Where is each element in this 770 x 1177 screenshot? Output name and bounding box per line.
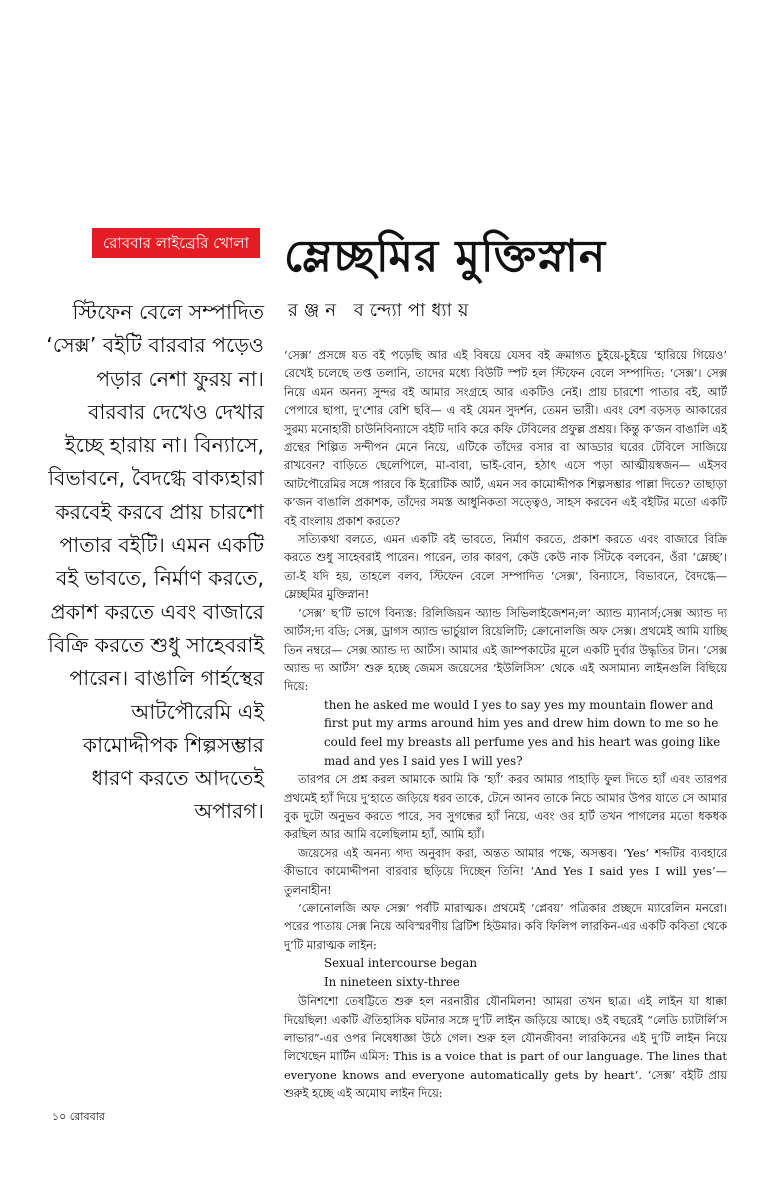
poem-line: Sexual intercourse began (324, 956, 478, 971)
body-paragraph: উনিশশো তেষট্টিতে শুরু হল নরনারীর যৌনমিলন! আমরা তখন ছাত্র। এই লাইন যা ধাক্কা দিয়েছিল! একটি ঐতিহাসিক ঘটনার সঙ্গে দু’টি লাইন জড়িয়ে আছে। ওই বছরেই “লেডি চ্যাটার্লি’স লাভার”-এর ওপর নিষেধাজ্ঞা উঠে গেল। শুরু হল যৌনজীবন! লারকিনের এই দু’টি লাইন নিয়ে লিখেছেন মার্টিন এমিস: This is a voice that is part of our language. The lines that everyone knows and everyone automatically gets by heart’. ‘সেক্স’ বইটি প্রায় শুরুই হচ্ছে এই অমোঘ লাইন দিয়ে: (284, 994, 727, 1101)
article-body (284, 346, 727, 1103)
section-badge: রোববার লাইব্রেরি খোলা (92, 228, 260, 258)
joyce-quote: then he asked me would I yes to say yes my mountain flower and first put my arms around him yes and drew him down to me so he could feel my breasts all perfume yes and his heart was going like mad and yes I said yes I will yes? (324, 697, 721, 768)
body-paragraph: ‘সেক্স’ প্রসঙ্গে যত বই পড়েছি আর এই বিষয়ে যেসব বই ক্রমাগত চুইয়ে-চুইয়ে ‘হারিয়ে গিয়েও’ রেখেই চলেছে তপ্ত তলানি, তাদের মধ্যে বিউটি স্পট হল স্টিফেন বেলে সম্পাদিত: ‘সেক্স’। সেক্স নিয়ে এমন অনন্য সুন্দর বই আমার সংগ্রহে আর একটিও নেই। প্রায় চারশো পাতার বই, আর্ট পেপারে ছাপা, দু’শোর বেশি ছবি— এ বই যেমন সুদর্শন, তেমন ভারী। এবং বেশ বড়সড় আকারের সুরম্য মনোহারী চাউনিবিন্যাসে বইটি দাবি করে কফি টেবিলের প্রফুল্ল প্রশ্রয়। কিন্তু ক’জন বাঙালি এই গ্রন্থের শিল্পিত সন্দীপন মেনে নিয়ে, এটিকে তাঁদের বসার বা আড্ডার ঘরের টেবিলে সাজিয়ে রাখবেন? বাড়িতে ছেলেপিলে, মা-বাবা, ভাই-বোন, হঠাৎ এসে পড়া আত্মীয়স্বজন— এইসব আটপৌরেমির সঙ্গে পারবে কি ইরোটিক আর্ট, এমন সব কামোদ্দীপক শিল্পসম্ভার পাল্লা দিতে? তাছাড়া ক’জন বাঙালি প্রকাশক, তাঁদের সমস্ত আধুনিকতা সত্ত্বেও, সাহস করবেন এই বইটির মতো একটি বই বাংলায় প্রকাশ করতে? (284, 348, 727, 528)
body-paragraph: সত্যিকথা বলতে, এমন একটি বই ভাবতে, নির্মাণ করতে, প্রকাশ করতে এবং বাজারে বিক্রি করতে শুধু সাহেবরাই পারেন। পারেন, তার কারণ, কেউ কেউ নাক সিঁটকে বলবেন, ওঁরা ‘ম্লেচ্ছ’। তা-ই যদি হয়, তাহলে বলব, স্টিফেন বেলে সম্পাদিত ‘সেক্স’, বিন্যাসে, বিভাবনে, বৈদগ্ধে— ম্লেচ্ছমির মুক্তিস্নান! (284, 532, 727, 602)
body-paragraph: ‘সেক্স’ ছ’টি ভাগে বিন্যস্ত: রিলিজিয়ন অ্যান্ড সিভিলাইজেশন;ল’ অ্যান্ড ম্যানার্স;সেক্স অ্যান্ড দ্য আর্টস;দ্য বডি; সেক্স, ড্রাগস অ্যান্ড ভার্চুয়াল রিয়েলিটি; ক্রোনোলজি অফ সেক্স। প্রথমেই আমি যাচ্ছি তিন নম্বরে— সেক্স অ্যান্ড দ্য আর্টস। আমার এই জাম্পকাটের মূলে একটি দুর্বার উদ্ধৃতির টান। ‘সেক্স অ্যান্ড দ্য আর্টস’ শুরু হচ্ছে জেমস জয়েসের ‘ইউলিসিস’ থেকে এই অসামান্য লাইনগুলি বিছিয়ে দিয়ে: (284, 605, 727, 694)
body-paragraph: জয়েসের এই অনন্য গদ্য অনুবাদ করা, অন্তত আমার পক্ষে, অসম্ভব। ‘Yes’ শব্দটির ব্যবহারে কীভাবে কামোদ্দীপনা বারবার ছড়িয়ে দিচ্ছেন তিনি! ‘And Yes I said yes I will yes’— তুলনাহীন! (284, 845, 727, 897)
pull-quote (44, 296, 264, 829)
article-title: ম্লেচ্ছমির মুক্তিস্নান (284, 231, 607, 282)
body-paragraph: তারপর সে প্রশ্ন করল আমাকে আমি কি ‘হ্যাঁ’ করব আমার পাহাড়ি ফুল দিতে হ্যাঁ এবং তারপর প্রথমেই হ্যাঁ দিয়ে দু’হাতে জড়িয়ে ধরব তাকে, টেনে আনব তাকে নিচে আমার উপর যাতে সে আমার বুক দুটো অনুভব করতে পারে, সব সুগন্ধের হ্যাঁ নিয়ে, এবং ওর হার্ট তখন পাগলের মতো ধকধক করছিল আর আমি বলেছিলাম হ্যাঁ, আমি হ্যাঁ। (284, 772, 727, 842)
author-byline: রঞ্জন বন্দ্যোপাধ্যায় (288, 300, 475, 321)
pull-quote-text: স্টিফেন বেলে সম্পাদিত ‘সেক্স’ বইটি বারবার পড়েও পড়ার নেশা ফুরয় না। বারবার দেখেও দেখার ইচ্ছে হারায় না। বিন্যাসে, বিভাবনে, বৈদগ্ধে বাক্যহারা করবেই করবে প্রায় চারশো পাতার বইটি। এমন একটি বই ভাবতে, নির্মাণ করতে, প্রকাশ করতে এবং বাজারে বিক্রি করতে শুধু সাহেবরাই পারেন। বাঙালি গার্হস্থের আটপৌরেমি এই কামোদ্দীপক শিল্পসম্ভার ধারণ করতে আদতেই অপারগ। (46, 300, 264, 824)
body-paragraph: ‘ক্রোনোলজি অফ সেক্স’ পর্বটি মারাত্মক। প্রথমেই ‘প্লেবয়’ পত্রিকার প্রচ্ছদে ম্যারেলিন মনরো। পরের পাতায় সেক্স নিয়ে অবিস্মরণীয় ব্রিটিশ হিউমার। কবি ফিলিপ লারকিন-এর একটি কবিতা থেকে দু’টি মারাত্মক লাইন: (284, 900, 727, 952)
page-folio: ১০ রোববার (52, 1110, 105, 1123)
poem-line: In nineteen sixty-three (324, 975, 460, 990)
